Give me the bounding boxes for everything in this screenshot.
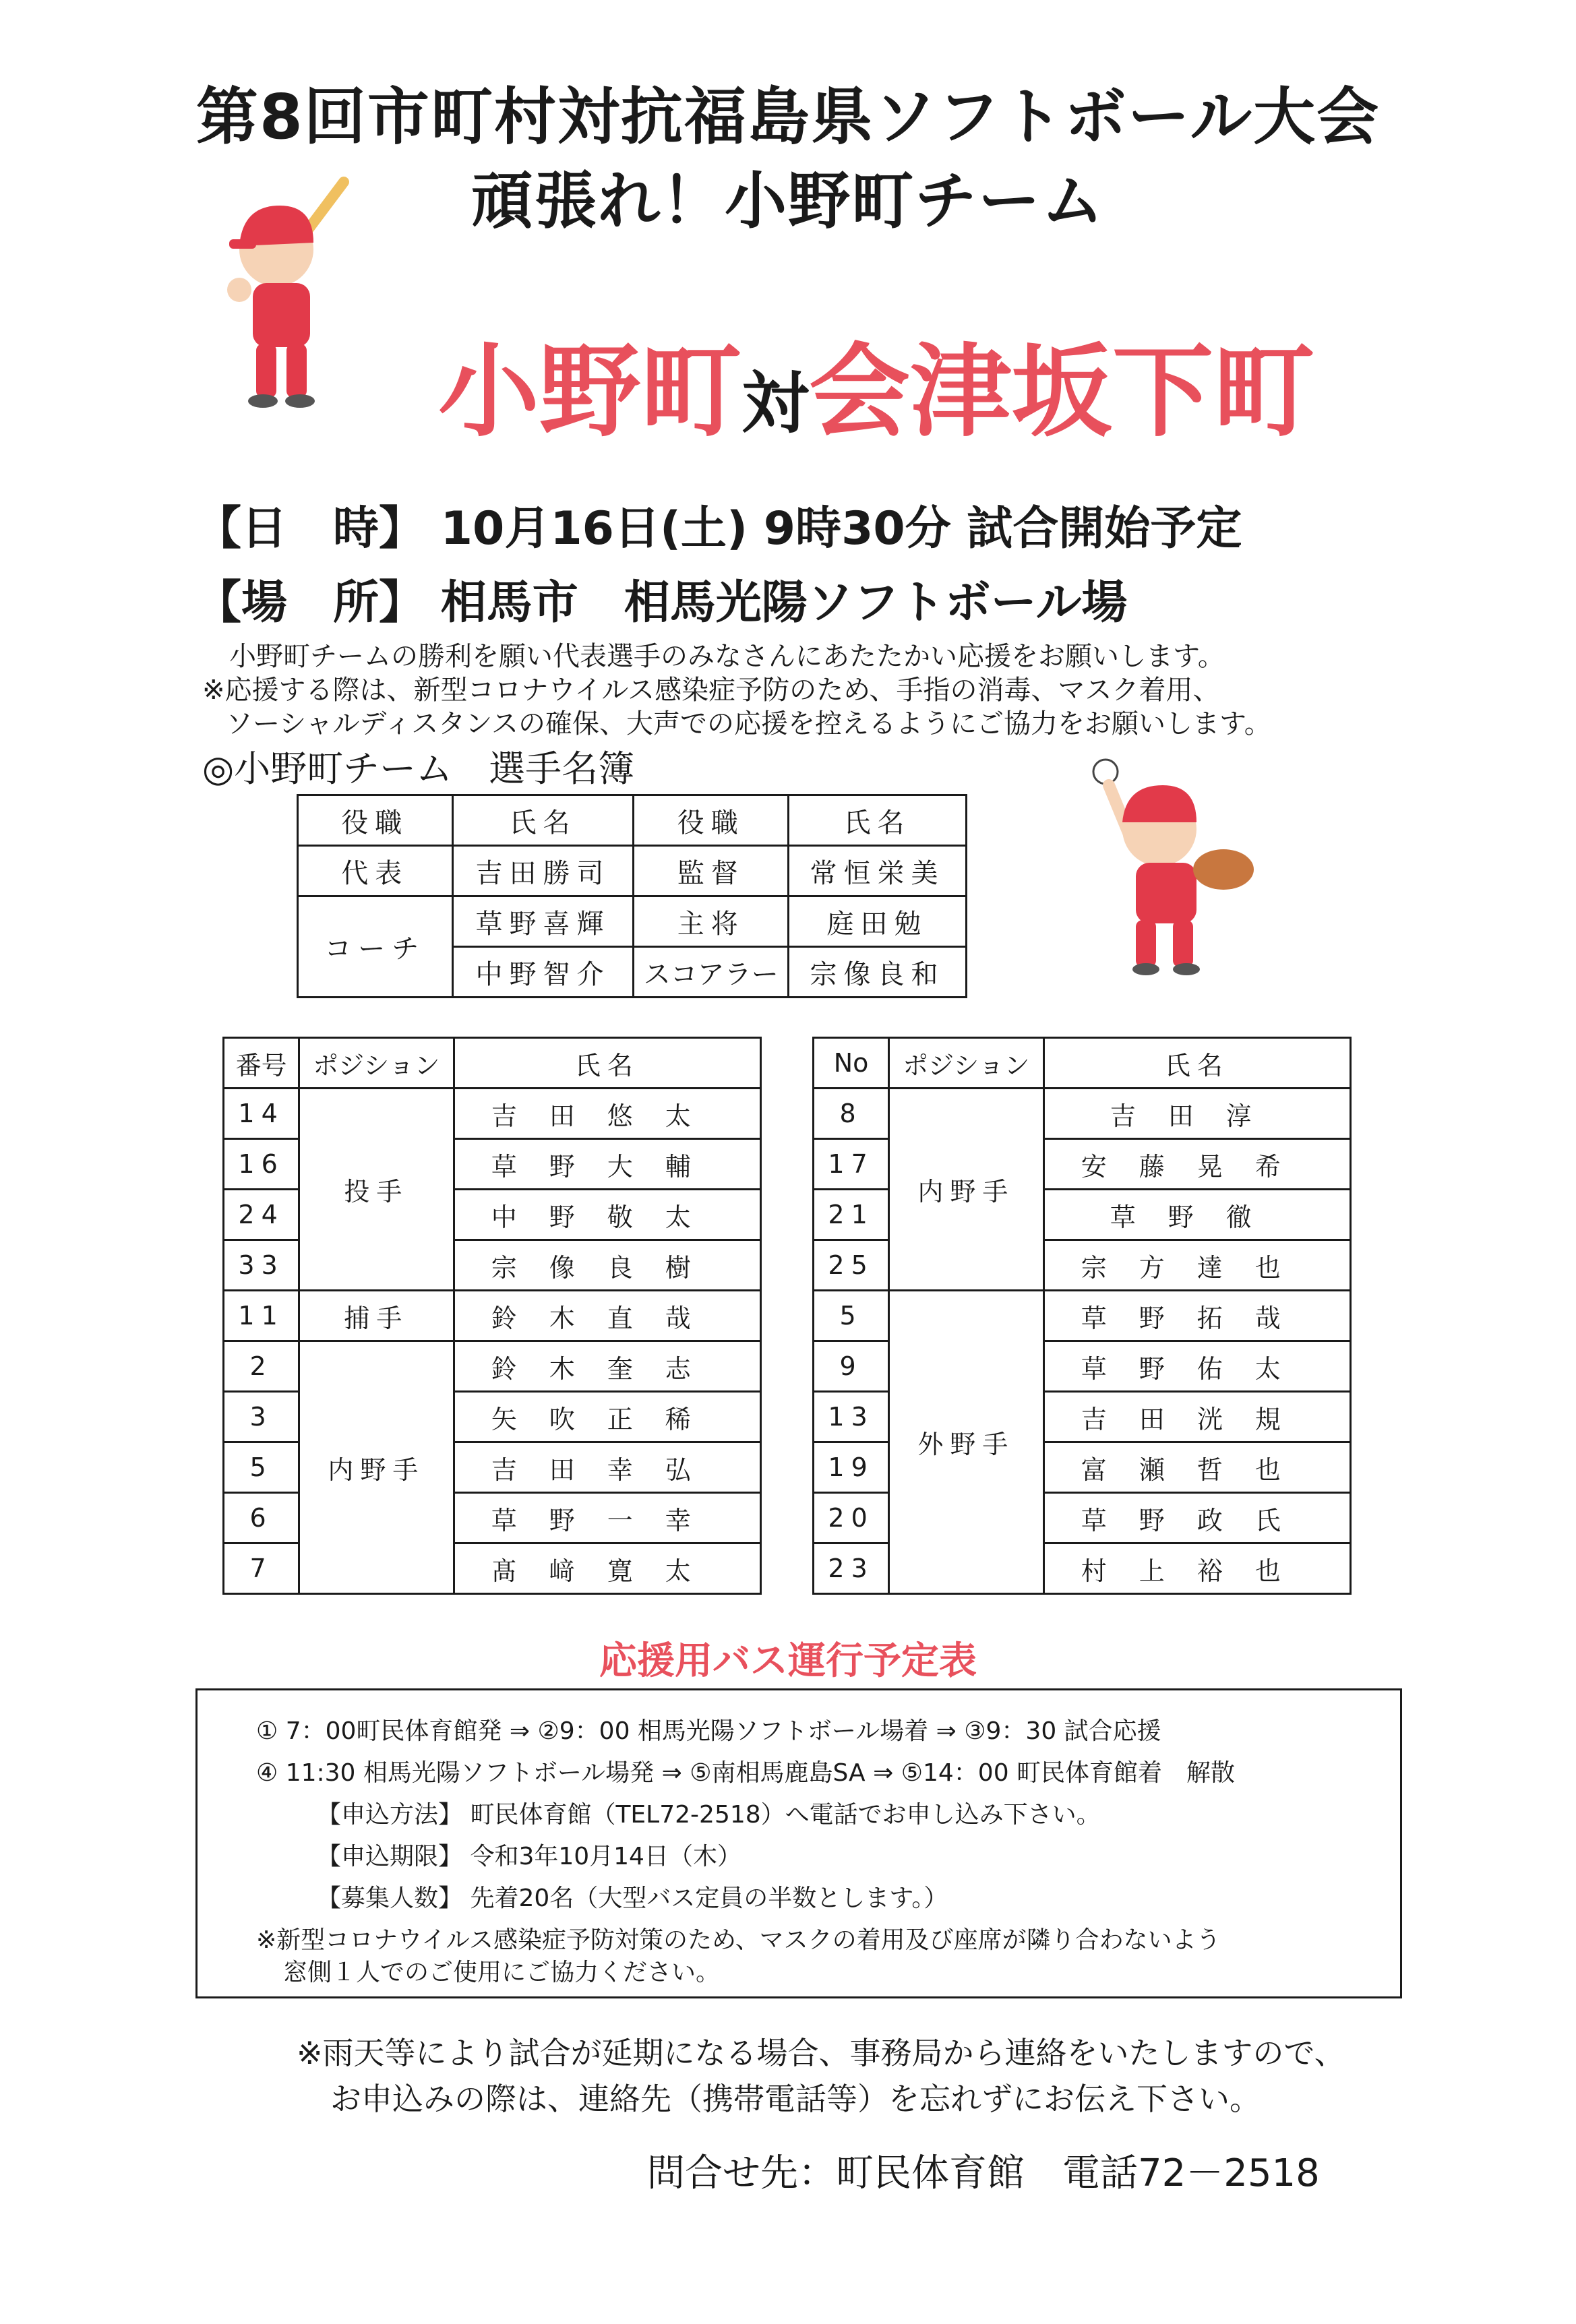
player-number: 14 — [224, 1089, 299, 1139]
versus-label: 対 — [741, 364, 810, 443]
player-name: 吉田洸規 — [1043, 1392, 1351, 1442]
table-row — [298, 846, 967, 896]
player-name: 草野佑太 — [1043, 1341, 1351, 1392]
player-number: 6 — [224, 1493, 299, 1543]
player-position: 投手 — [299, 1089, 454, 1291]
roster-header-number: No — [814, 1038, 889, 1089]
player-name: 矢吹正稀 — [454, 1392, 761, 1442]
staff-role: コーチ — [298, 896, 453, 998]
player-name: 安藤晃希 — [1043, 1139, 1351, 1190]
player-name: 吉田淳 — [1043, 1089, 1351, 1139]
apply-method: 【申込方法】 町民体育館（TEL72-2518）へ電話でお申し込み下さい。 — [317, 1801, 1101, 1829]
datetime-label: 【日 時】 — [195, 502, 425, 555]
staff-role: 主将 — [634, 896, 789, 947]
cheer-title: 頑張れ！小野町チーム — [471, 165, 1105, 237]
bus-note-1: ※新型コロナウイルス感染症予防対策のため、マスクの着用及び座席が隣り合わないよう — [256, 1926, 1221, 1954]
staff-header-role: 役職 — [634, 795, 789, 846]
roster-header-position: ポジション — [889, 1038, 1043, 1089]
player-name: 髙﨑寛太 — [454, 1543, 761, 1594]
place-value: 相馬市 相馬光陽ソフトボール場 — [440, 576, 1128, 630]
message-line-2: ※応援する際は、新型コロナウイルス感染症予防のため、手指の消毒、マスク着用、 — [202, 675, 1220, 706]
footer-line-2: お申込みの際は、連絡先（携帯電話等）を忘れずにお伝え下さい。 — [330, 2081, 1261, 2117]
apply-deadline: 【申込期限】 令和3年10月14日（木） — [317, 1843, 741, 1870]
player-name: 鈴木奎志 — [454, 1341, 761, 1392]
player-number: 21 — [814, 1190, 889, 1240]
matchup-heading — [438, 310, 1314, 456]
staff-name: 草野喜輝 — [452, 896, 634, 947]
player-number: 8 — [814, 1089, 889, 1139]
staff-role: スコアラー — [634, 947, 789, 998]
event-datetime — [195, 492, 1242, 557]
player-number: 20 — [814, 1493, 889, 1543]
table-row — [224, 1291, 761, 1341]
player-name: 草野一幸 — [454, 1493, 761, 1543]
player-number: 19 — [814, 1442, 889, 1493]
bus-note-2: 窓側１人でのご使用にご協力ください。 — [283, 1959, 721, 1986]
staff-header-row — [298, 795, 967, 846]
player-position: 外野手 — [889, 1291, 1043, 1594]
home-team: 小野町 — [438, 334, 742, 451]
away-team: 会津坂下町 — [809, 334, 1315, 451]
player-number: 5 — [224, 1442, 299, 1493]
player-number: 25 — [814, 1240, 889, 1291]
staff-header-name: 氏名 — [789, 795, 967, 846]
batter-illustration — [202, 175, 377, 418]
player-number: 23 — [814, 1543, 889, 1594]
bus-schedule-title: 応援用バス運行予定表 — [599, 1639, 977, 1683]
staff-table — [297, 794, 967, 998]
staff-header-name: 氏名 — [452, 795, 634, 846]
table-row — [224, 1089, 761, 1139]
message-line-1: 小野町チームの勝利を願い代表選手のみなさんにあたたかい応援をお願いします。 — [229, 641, 1225, 672]
staff-name: 宗像良和 — [789, 947, 967, 998]
table-row — [224, 1341, 761, 1392]
player-name: 中野敬太 — [454, 1190, 761, 1240]
player-number: 9 — [814, 1341, 889, 1392]
bus-route-1: ① 7：00町民体育館発 ⇒ ②9：00 相馬光陽ソフトボール場着 ⇒ ③9：30 試合応援 — [256, 1717, 1161, 1745]
staff-name: 常恒栄美 — [789, 846, 967, 896]
player-name: 富瀬哲也 — [1043, 1442, 1351, 1493]
footer-line-1: ※雨天等により試合が延期になる場合、事務局から連絡をいたしますので、 — [297, 2035, 1345, 2071]
player-name: 草野政氏 — [1043, 1493, 1351, 1543]
table-row — [814, 1291, 1351, 1341]
roster-header-number: 番号 — [224, 1038, 299, 1089]
player-number: 17 — [814, 1139, 889, 1190]
roster-header-row — [814, 1038, 1351, 1089]
player-name: 宗像良樹 — [454, 1240, 761, 1291]
player-name: 村上裕也 — [1043, 1543, 1351, 1594]
staff-name: 庭田勉 — [789, 896, 967, 947]
roster-header-name: 氏名 — [454, 1038, 761, 1089]
table-row — [814, 1089, 1351, 1139]
player-number: 2 — [224, 1341, 299, 1392]
staff-name: 中野智介 — [452, 947, 634, 998]
roster-table-left — [222, 1037, 762, 1595]
player-number: 13 — [814, 1392, 889, 1442]
player-position: 内野手 — [299, 1341, 454, 1594]
player-position: 内野手 — [889, 1089, 1043, 1291]
player-number: 33 — [224, 1240, 299, 1291]
roster-title: ◎小野町チーム 選手名簿 — [202, 747, 635, 790]
player-number: 3 — [224, 1392, 299, 1442]
place-label: 【場 所】 — [195, 576, 425, 630]
player-position: 捕手 — [299, 1291, 454, 1341]
message-line-3: ソーシャルディスタンスの確保、大声での応援を控えるようにご協力をお願いします。 — [226, 708, 1271, 739]
roster-header-position: ポジション — [299, 1038, 454, 1089]
event-place — [195, 566, 1127, 632]
player-number: 7 — [224, 1543, 299, 1594]
player-name: 吉田悠太 — [454, 1089, 761, 1139]
event-title: 第8回市町村対抗福島県ソフトボール大会 — [195, 81, 1381, 153]
staff-role: 監督 — [634, 846, 789, 896]
player-number: 5 — [814, 1291, 889, 1341]
capacity: 【募集人数】 先着20名（大型バス定員の半数とします。） — [317, 1885, 948, 1912]
player-number: 16 — [224, 1139, 299, 1190]
roster-header-row — [224, 1038, 761, 1089]
player-name: 吉田幸弘 — [454, 1442, 761, 1493]
datetime-value: 10月16日(土) 9時30分 試合開始予定 — [440, 502, 1242, 555]
player-number: 11 — [224, 1291, 299, 1341]
player-name: 草野拓哉 — [1043, 1291, 1351, 1341]
pitcher-illustration — [1079, 755, 1281, 977]
player-name: 草野大輔 — [454, 1139, 761, 1190]
roster-table-right — [812, 1037, 1352, 1595]
player-name: 草野徹 — [1043, 1190, 1351, 1240]
staff-header-role: 役職 — [298, 795, 453, 846]
roster-header-name: 氏名 — [1043, 1038, 1351, 1089]
staff-name: 吉田勝司 — [452, 846, 634, 896]
bus-route-2: ④ 11:30 相馬光陽ソフトボール場発 ⇒ ⑤南相馬鹿島SA ⇒ ⑤14：00 町民体育館着 解散 — [256, 1759, 1236, 1787]
staff-role: 代表 — [298, 846, 453, 896]
contact-info: 問合せ先：町民体育館 電話72－2518 — [647, 2151, 1320, 2195]
table-row — [298, 896, 967, 947]
player-name: 鈴木直哉 — [454, 1291, 761, 1341]
player-number: 24 — [224, 1190, 299, 1240]
player-name: 宗方達也 — [1043, 1240, 1351, 1291]
